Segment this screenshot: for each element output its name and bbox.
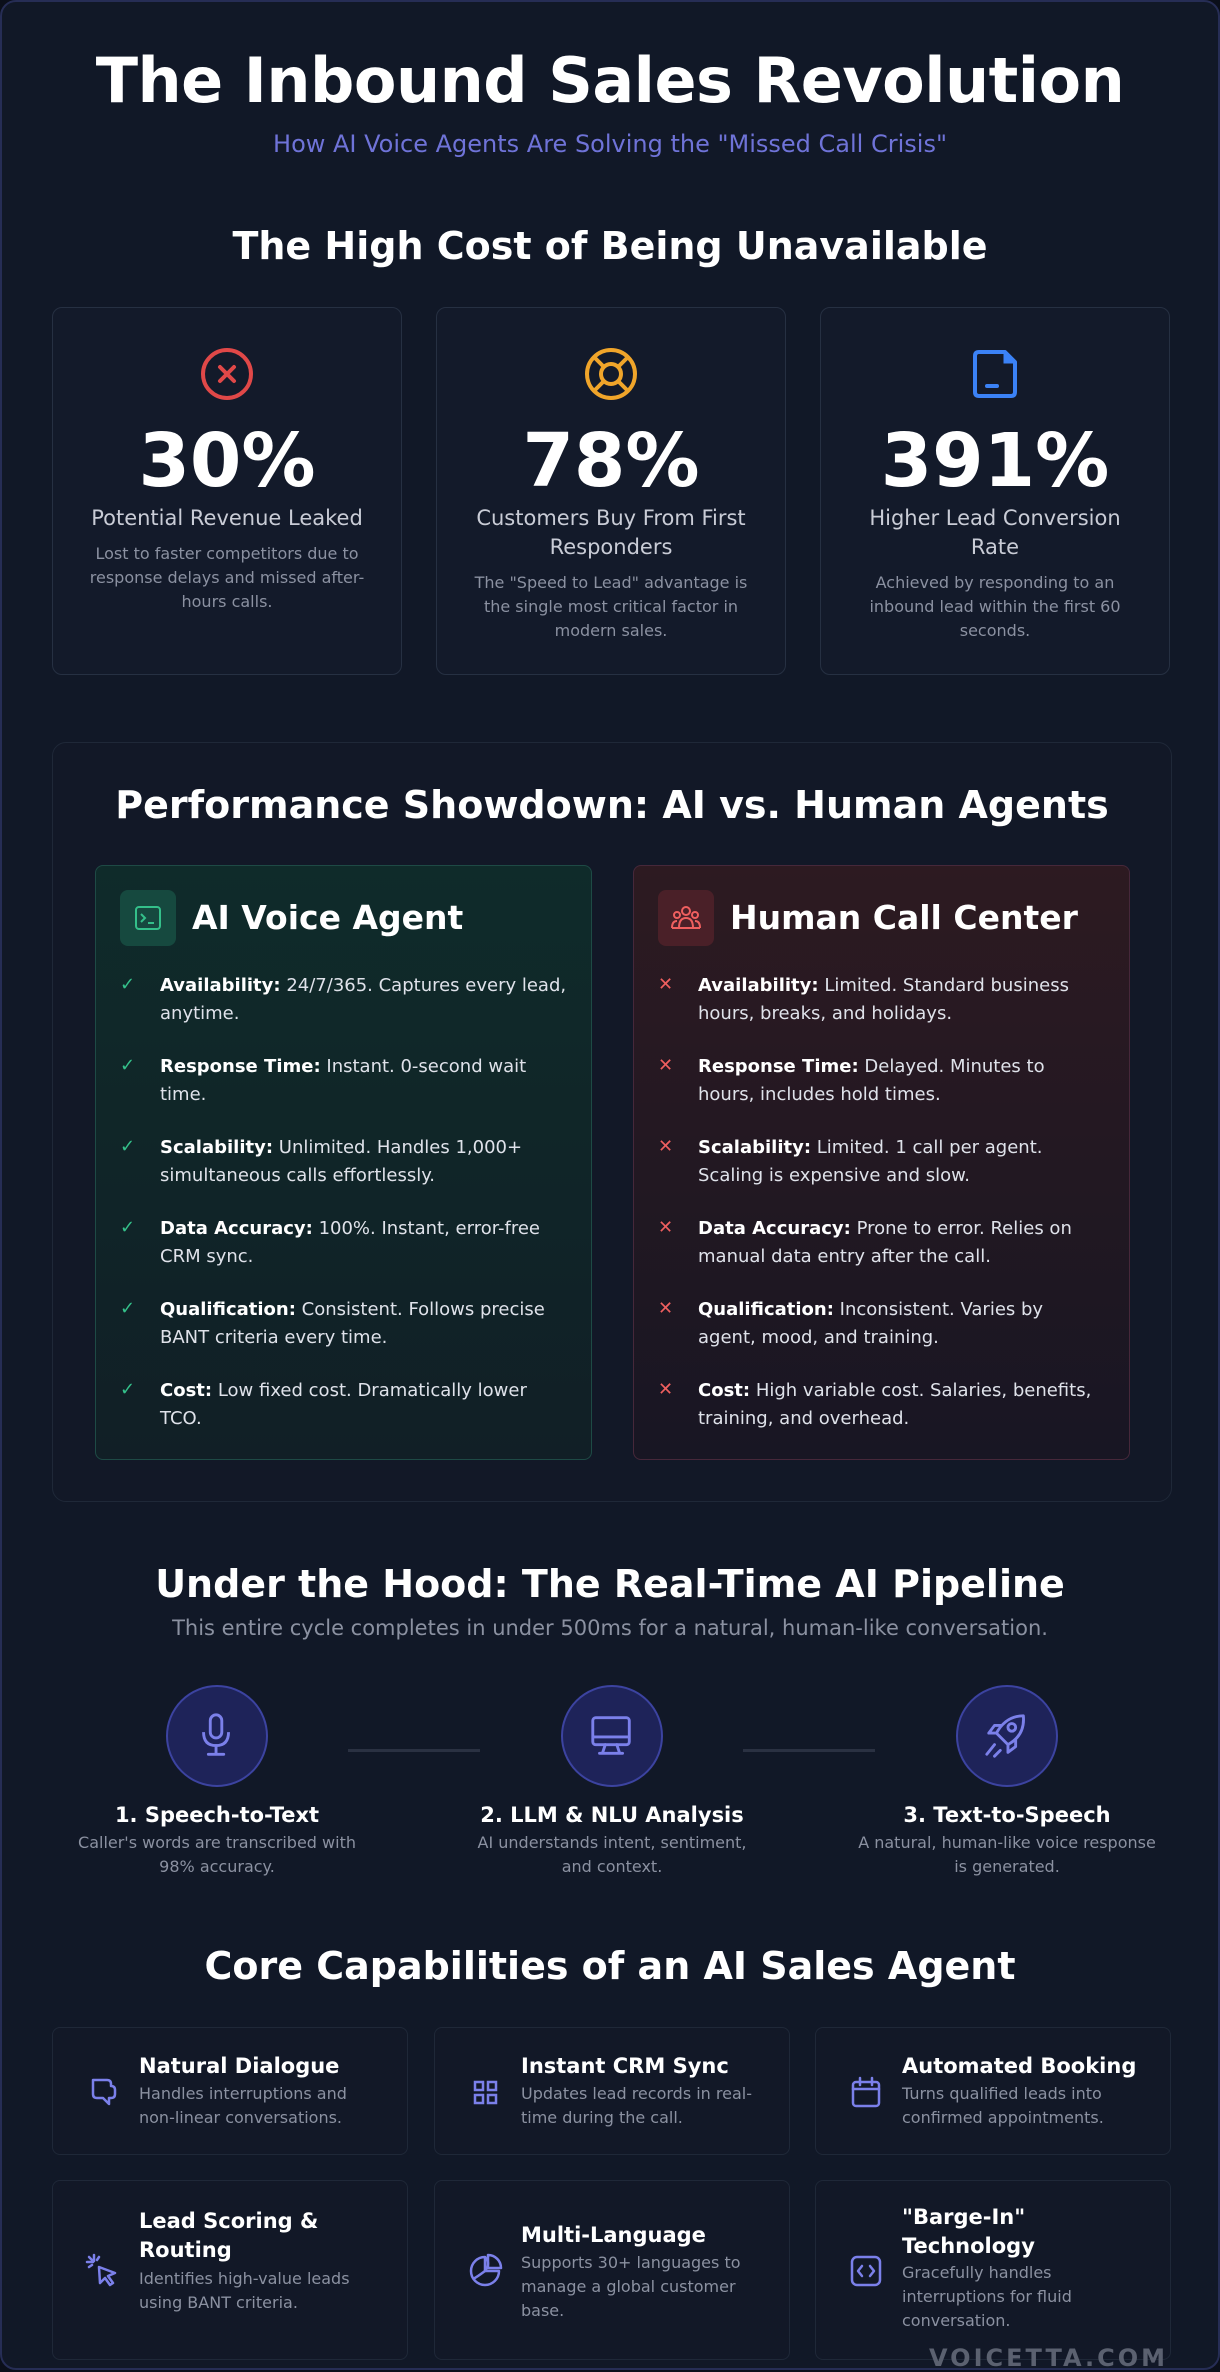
pipeline-step-2-circle [561,1685,663,1787]
capability-title: Lead Scoring & Routing [139,2209,319,2262]
capability-desc: Supports 30+ languages to manage a global customer base. [521,2253,741,2320]
cursor-click-icon [85,2253,121,2289]
check-icon: ✓ [120,1379,136,1400]
page-title: The Inbound Sales Revolution [95,44,1125,117]
comparison-item-label: Response Time: [698,1056,859,1077]
comparison-item-text [698,1215,1105,1271]
comparison-item-value: Limited. 1 call per agent. Scaling is expensive and slow. [698,1137,1043,1186]
stat-description: Achieved by responding to an inbound lead within the first 60 seconds. [869,573,1121,640]
lifebuoy-icon [583,346,639,402]
people-group-icon [658,890,714,946]
comparison-panel [52,742,1172,1502]
comparison-item-text [160,1215,567,1271]
human-call-center-column [633,865,1130,1460]
stat-value: 78% [522,418,700,504]
x-circle-icon [199,346,255,402]
code-icon [848,2253,884,2289]
check-icon: ✓ [120,1298,136,1319]
comparison-item [658,1053,1105,1123]
comparison-item-text [698,1134,1105,1190]
comparison-item-value: Inconsistent. Varies by agent, mood, and training. [698,1299,1044,1348]
cost-section-title: The High Cost of Being Unavailable [232,224,988,268]
terminal-icon [120,890,176,946]
comparison-item-value: Low fixed cost. Dramatically lower TCO. [160,1380,527,1429]
page-subtitle: How AI Voice Agents Are Solving the "Missed Call Crisis" [273,130,947,158]
cross-icon: ✕ [658,974,674,995]
stat-card-revenue [52,307,402,675]
check-icon: ✓ [120,1055,136,1076]
capability-desc: Updates lead records in real-time during the call. [521,2084,752,2127]
comparison-item [658,1377,1105,1447]
rocket-icon [958,1687,1056,1785]
pipeline-subtitle: This entire cycle completes in under 500ms for a natural, human-like conversation. [172,1616,1048,1640]
comparison-item-label: Scalability: [698,1137,812,1158]
comparison-item-text [160,1134,567,1190]
comparison-item-label: Availability: [160,975,281,996]
stat-card-conversion [820,307,1170,675]
capability-desc: Identifies high-value leads using BANT criteria. [139,2269,350,2312]
pipeline-step-name: 3. Text-to-Speech [903,1803,1111,1827]
capability-desc: Gracefully handles interruptions for fluid conversation. [902,2263,1072,2330]
comparison-item [120,1296,567,1366]
document-icon [967,346,1023,402]
comparison-item-value: 100%. Instant, error-free CRM sync. [160,1218,540,1267]
comparison-item-text [160,972,567,1028]
comparison-item-label: Cost: [160,1380,213,1401]
pipeline-title: Under the Hood: The Real-Time AI Pipeline [155,1562,1065,1606]
ai-agent-column [95,865,592,1460]
comparison-item-label: Data Accuracy: [160,1218,313,1239]
comparison-item-text [698,1296,1105,1352]
comparison-item [658,972,1105,1042]
stat-description: The "Speed to Lead" advantage is the single most critical factor in modern sales. [474,573,748,640]
comparison-item-text [698,1053,1105,1109]
capability-card [434,2027,790,2155]
comparison-item [120,1215,567,1285]
stat-card-first-responders [436,307,786,675]
ai-agent-heading: AI Voice Agent [192,898,464,937]
capability-title: Natural Dialogue [139,2054,340,2078]
stat-label: Higher Lead Conversion Rate [869,506,1121,559]
pipeline-step-desc: A natural, human-like voice response is generated. [858,1833,1156,1876]
pipeline-step-desc: Caller's words are transcribed with 98% accuracy. [78,1833,356,1876]
cross-icon: ✕ [658,1298,674,1319]
pipeline-step-3-circle [956,1685,1058,1787]
comparison-item [658,1296,1105,1366]
check-icon: ✓ [120,974,136,995]
stat-label: Potential Revenue Leaked [91,506,363,530]
comparison-item-value: Prone to error. Relies on manual data entry after the call. [698,1218,1072,1267]
comparison-item-label: Cost: [698,1380,751,1401]
comparison-item-label: Availability: [698,975,819,996]
calendar-icon [848,2074,884,2110]
footer-brand: VOICETTA.COM [929,2344,1168,2372]
pie-globe-icon [467,2253,503,2289]
comparison-item [658,1215,1105,1285]
pipeline-step-name: 1. Speech-to-Text [114,1803,320,1827]
capability-card [815,2027,1171,2155]
capability-card [815,2180,1171,2360]
comparison-item-value: Limited. Standard business hours, breaks, and holidays. [698,975,1069,1024]
comparison-item-text [698,1377,1105,1433]
comparison-item [120,1134,567,1204]
comparison-item-text [160,1053,567,1109]
capability-desc: Handles interruptions and non-linear conversations. [139,2084,347,2127]
pipeline-step-name: 2. LLM & NLU Analysis [480,1803,744,1827]
comparison-item [120,1053,567,1123]
comparison-item [658,1134,1105,1204]
stat-value: 391% [880,418,1110,504]
capability-card [434,2180,790,2360]
capability-title: Automated Booking [902,2054,1137,2078]
pipeline-connector [348,1749,480,1752]
comparison-item [120,1377,567,1447]
chat-bubble-icon [85,2074,121,2110]
cross-icon: ✕ [658,1055,674,1076]
stat-description: Lost to faster competitors due to response delays and missed after-hours calls. [89,544,365,611]
cross-icon: ✕ [658,1136,674,1157]
cross-icon: ✕ [658,1217,674,1238]
capabilities-title: Core Capabilities of an AI Sales Agent [204,1944,1016,1988]
comparison-item [120,972,567,1042]
comparison-item-value: Consistent. Follows precise BANT criteria every time. [160,1299,545,1348]
stat-label: Customers Buy From First Responders [476,506,746,559]
comparison-title: Performance Showdown: AI vs. Human Agents [115,783,1109,827]
comparison-item-label: Response Time: [160,1056,321,1077]
capability-title: Multi-Language [521,2223,706,2247]
human-call-center-heading: Human Call Center [730,898,1078,937]
pipeline-connector [743,1749,875,1752]
capability-card [52,2180,408,2360]
check-icon: ✓ [120,1136,136,1157]
comparison-item-value: 24/7/365. Captures every lead, anytime. [160,975,567,1024]
check-icon: ✓ [120,1217,136,1238]
capability-card [52,2027,408,2155]
cross-icon: ✕ [658,1379,674,1400]
comparison-item-label: Qualification: [698,1299,834,1320]
comparison-item-text [160,1377,567,1433]
pipeline-step-1-circle [166,1685,268,1787]
grid-icon [467,2074,503,2110]
comparison-item-value: Delayed. Minutes to hours, includes hold times. [698,1056,1045,1105]
monitor-icon [563,1687,661,1785]
microphone-icon [168,1687,266,1785]
comparison-item-label: Data Accuracy: [698,1218,851,1239]
comparison-item-text [698,972,1105,1028]
comparison-item-label: Qualification: [160,1299,296,1320]
comparison-item-label: Scalability: [160,1137,274,1158]
stat-value: 30% [138,418,316,504]
comparison-item-value: High variable cost. Salaries, benefits, training, and overhead. [698,1380,1092,1429]
comparison-item-value: Instant. 0-second wait time. [160,1056,527,1105]
comparison-item-text [160,1296,567,1352]
comparison-item-value: Unlimited. Handles 1,000+ simultaneous calls effortlessly. [160,1137,523,1186]
capability-title: "Barge-In" Technology [902,2205,1035,2258]
capability-desc: Turns qualified leads into confirmed appointments. [902,2084,1104,2127]
pipeline-step-desc: AI understands intent, sentiment, and context. [477,1833,747,1876]
capability-title: Instant CRM Sync [521,2054,729,2078]
